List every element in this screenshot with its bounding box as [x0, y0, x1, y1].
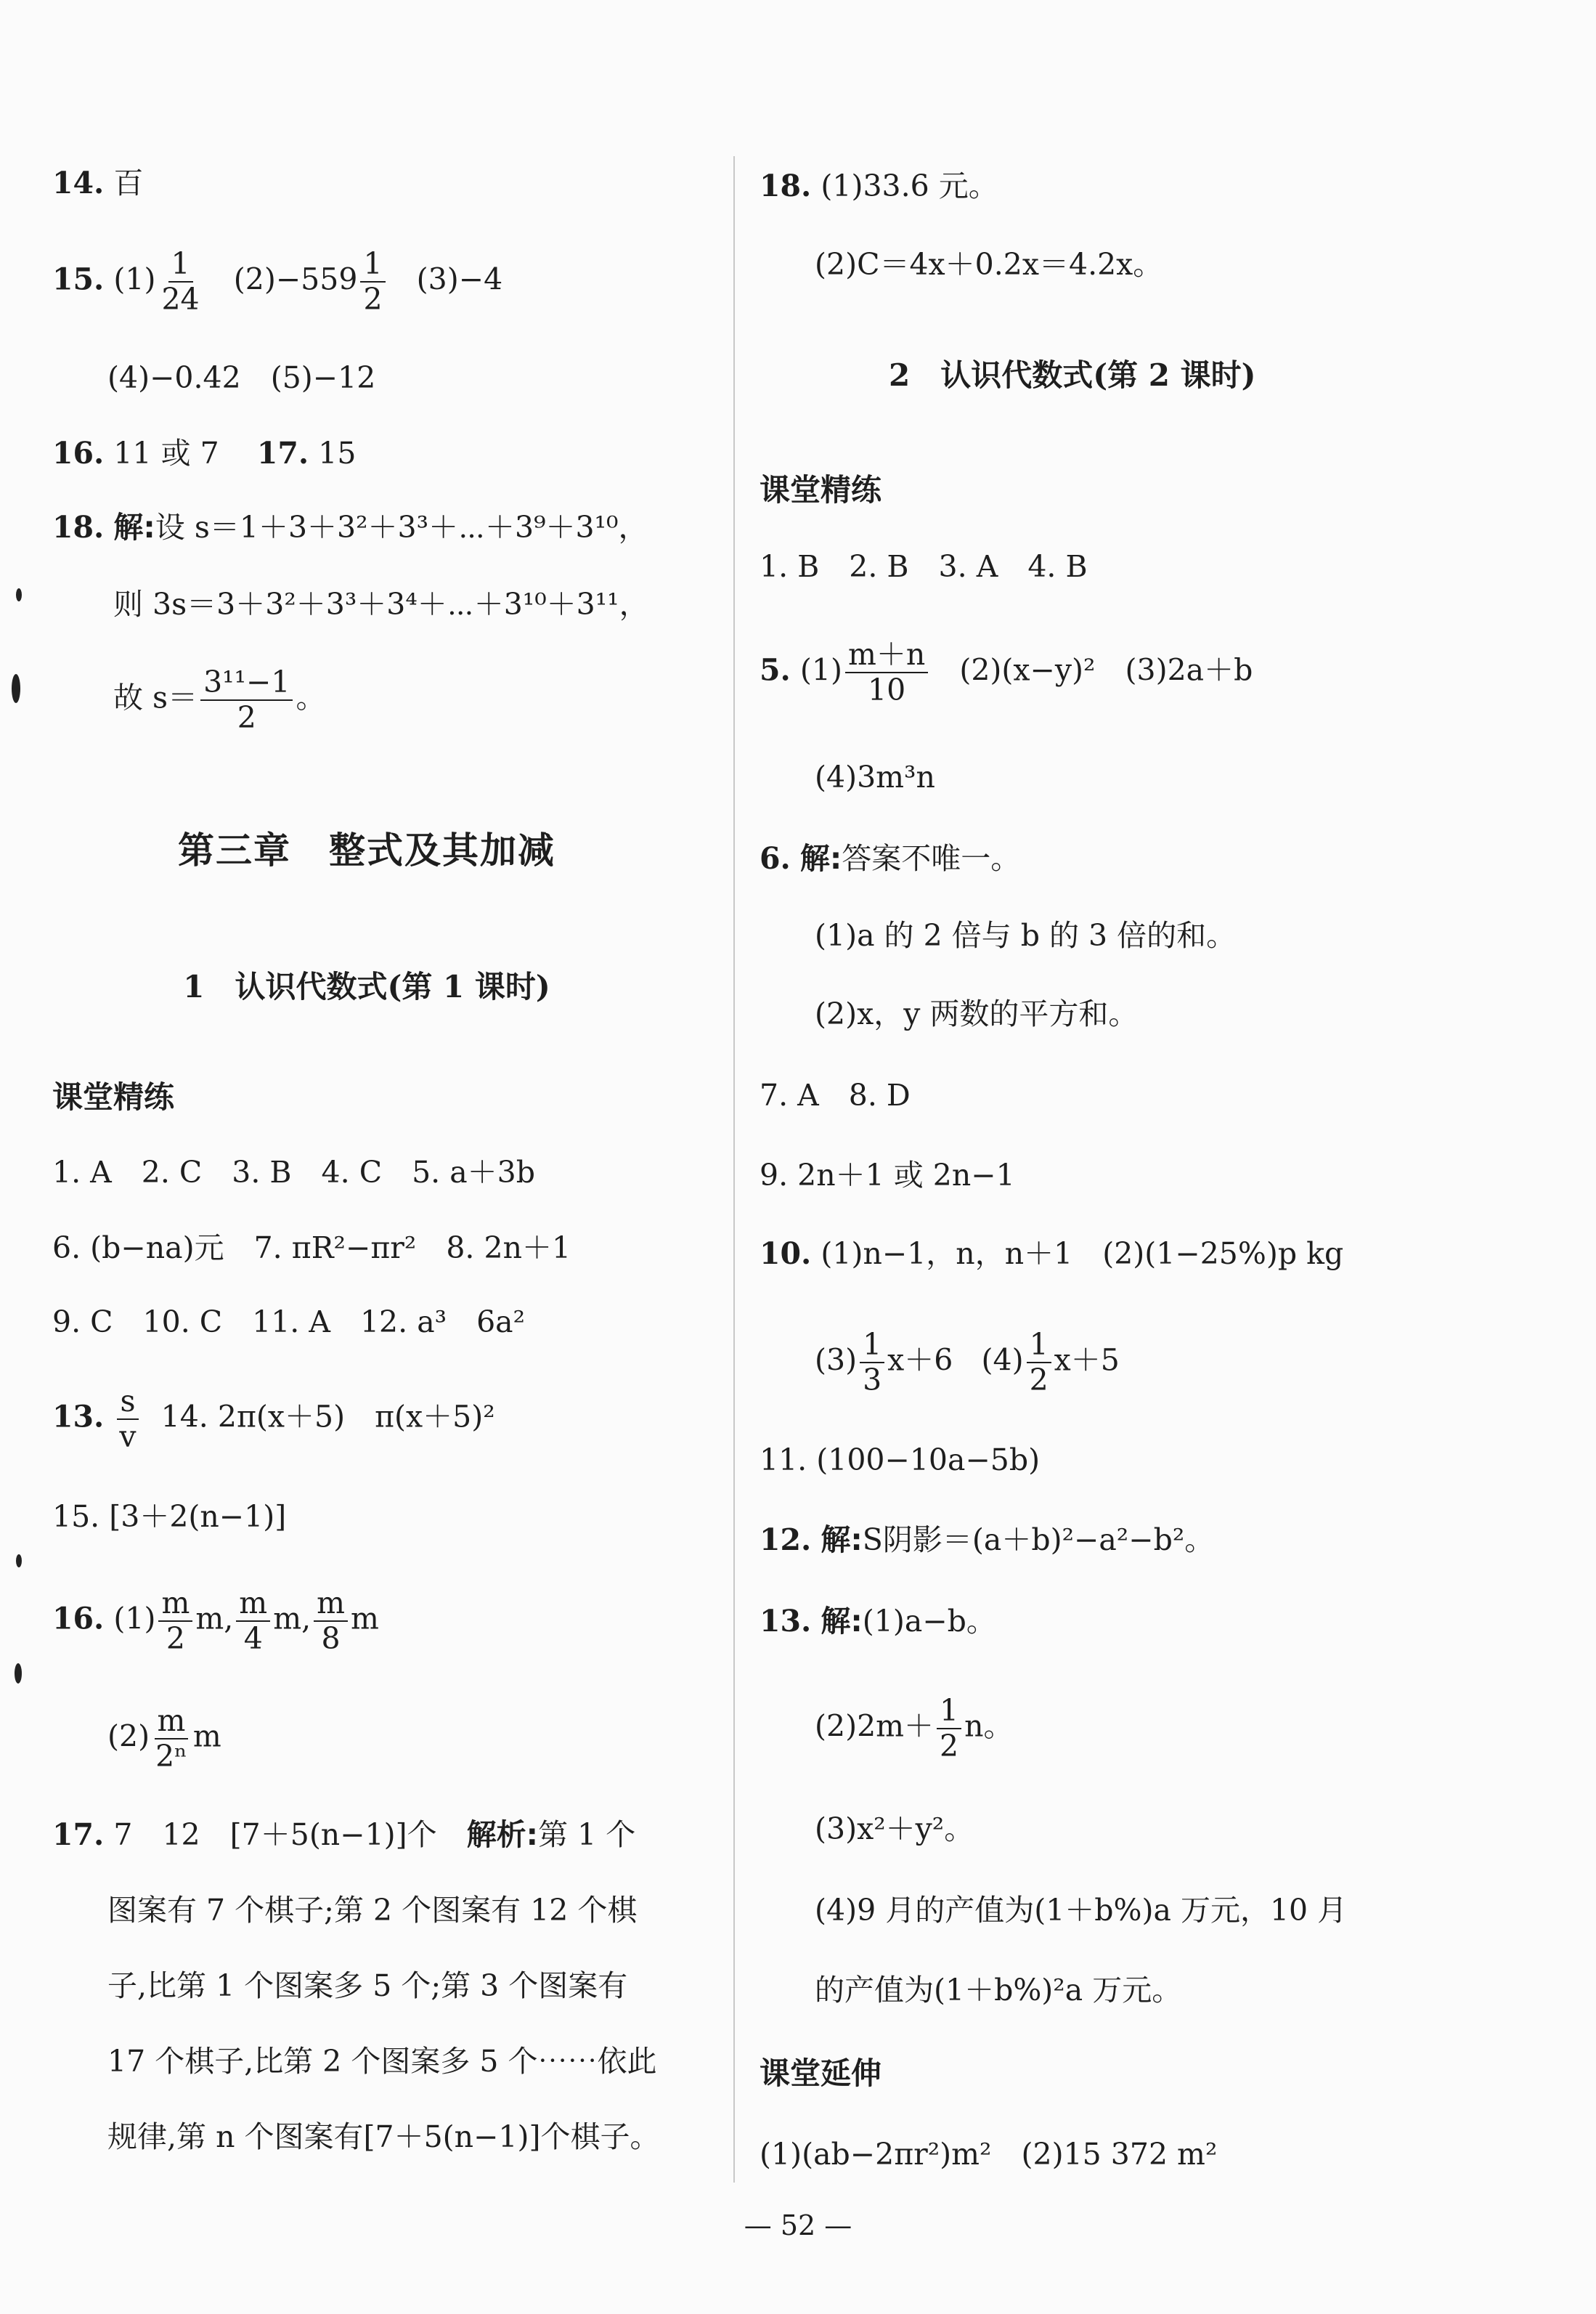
answer-13-line5: 的产值为(1＋b%)²a 万元。 [815, 1973, 1182, 2008]
answer-13-line4: (4)9 月的产值为(1＋b%)a 万元，10 月 [815, 1893, 1348, 1928]
fraction: $\frac{1}{2}$ [937, 1694, 961, 1763]
answers-9-12: 9. C 10. C 11. A 12. a³ 6a² [52, 1304, 526, 1339]
answer-15-line2: (4)−0.42 (5)−12 [107, 360, 376, 395]
answer-18: 18. 解:设 s＝1＋3＋3²＋3³＋⋯＋3⁹＋3¹⁰， [52, 510, 648, 545]
answer-17: 17. 7 12 [7＋5(n−1)]个 解析:第 1 个 [52, 1817, 636, 1852]
answer-18-line3: 故 s＝ $\frac{\text{3¹¹−1}}{2}$ 。 [113, 665, 326, 736]
answers-13-14: 13. $\frac{s}{v}$ 14. 2π(x＋5) π(x＋5)² [52, 1384, 495, 1455]
answer-11: 11. (100−10a−5b) [760, 1442, 1041, 1477]
answer-5-line2: (4)3m³n [815, 760, 935, 795]
page-number: — 52 — [744, 2209, 852, 2241]
answers-6-8: 6. (b−na)元 7. πR²−πr² 8. 2n＋1 [52, 1230, 571, 1265]
fraction: $\frac{1}{24}$ [161, 246, 200, 317]
extension-heading: 课堂延伸 [760, 2055, 882, 2091]
answer-18-right-line2: (2)C＝4x＋0.2x＝4.2x。 [815, 247, 1163, 282]
answer-16: 16. (1) $\frac{m}{2}$ m, $\frac{m}{4}$ m, $\frac{m}{8}$ m [52, 1586, 379, 1657]
fraction: $\frac{s}{v}$ [116, 1384, 139, 1454]
answer-9: 9. 2n＋1 或 2n−1 [760, 1158, 1015, 1193]
fraction: $\frac{1}{2}$ [360, 247, 385, 317]
answers-1-5: 1. A 2. C 3. B 4. C 5. a＋3b [52, 1155, 536, 1190]
practice-heading: 课堂精练 [760, 472, 882, 508]
answer-17-line: 规律,第 n 个图案有[7＋5(n−1)]个棋子。 [107, 2119, 660, 2154]
answer-10: 10. (1)n−1，n，n＋1 (2)(1−25%)p kg [760, 1236, 1344, 1271]
right-column [733, 0, 1596, 2314]
answer-13-line2: (2)2m＋ $\frac{1}{2}$ n。 [815, 1693, 1014, 1764]
answer-15: 15. (1) $\frac{1}{24}$ (2)−559 $\frac{1}{2}$ (3)−4 [52, 246, 503, 317]
fraction: $\frac{m}{2}$ [158, 1586, 192, 1656]
fraction: $\frac{1}{3}$ [860, 1328, 884, 1397]
fraction: $\frac{m}{8}$ [314, 1586, 348, 1656]
fraction: $\frac{m}{\text{2ⁿ}}$ [155, 1703, 187, 1774]
answer-12: 12. 解:S阴影＝(a＋b)²−a²−b²。 [760, 1522, 1215, 1557]
answer-13-line3: (3)x²＋y²。 [815, 1811, 974, 1846]
answer-6: 6. 解:答案不唯一。 [760, 841, 1021, 876]
answer-6-line2: (1)a 的 2 倍与 b 的 3 倍的和。 [815, 918, 1237, 953]
answer-17-line: 图案有 7 个棋子;第 2 个图案有 12 个棋 [107, 1893, 638, 1928]
answer-16-part2: (2) $\frac{m}{\text{2ⁿ}}$ m [107, 1703, 221, 1774]
answer-18-line2: 则 3s＝3＋3²＋3³＋3⁴＋⋯＋3¹⁰＋3¹¹， [113, 587, 649, 622]
answer-17-line: 子,比第 1 个图案多 5 个;第 3 个图案有 [107, 1968, 628, 2003]
left-column [0, 0, 733, 2314]
section-title: 1 认识代数式(第 1 课时) [183, 969, 550, 1004]
answer-18-right: 18. (1)33.6 元。 [760, 169, 998, 203]
answers-1-4: 1. B 2. B 3. A 4. B [760, 549, 1088, 584]
chapter-title: 第三章 整式及其加减 [178, 829, 555, 872]
section-title: 2 认识代数式(第 2 课时) [889, 357, 1256, 393]
fraction: $\frac{m+n}{10}$ [845, 638, 928, 707]
answer-14: 14. 百 [52, 166, 144, 200]
extension-answer: (1)(ab−2πr²)m² (2)15 372 m² [760, 2137, 1218, 2172]
answers-7-8: 7. A 8. D [760, 1078, 911, 1113]
answer-17-line: 17 个棋子,比第 2 个图案多 5 个⋯⋯依此 [107, 2044, 657, 2079]
answer-10-line2: (3) $\frac{1}{3}$ x＋6 (4) $\frac{1}{2}$ x＋5 [815, 1327, 1120, 1398]
fraction: $\frac{1}{2}$ [1027, 1328, 1051, 1397]
fraction: $\frac{\text{3¹¹−1}}{2}$ [200, 665, 293, 735]
answer-15b: 15. [3＋2(n−1)] [52, 1499, 287, 1534]
answer-16-17: 16. 11 或 7 17. 15 [52, 436, 357, 471]
fraction: $\frac{m}{4}$ [236, 1586, 270, 1656]
answer-13: 13. 解:(1)a−b。 [760, 1604, 996, 1639]
practice-heading: 课堂精练 [52, 1079, 175, 1115]
answer-5: 5. (1) $\frac{m+n}{10}$ (2)(x−y)² (3)2a＋b [760, 637, 1253, 708]
answer-6-line3: (2)x，y 两数的平方和。 [815, 996, 1139, 1031]
